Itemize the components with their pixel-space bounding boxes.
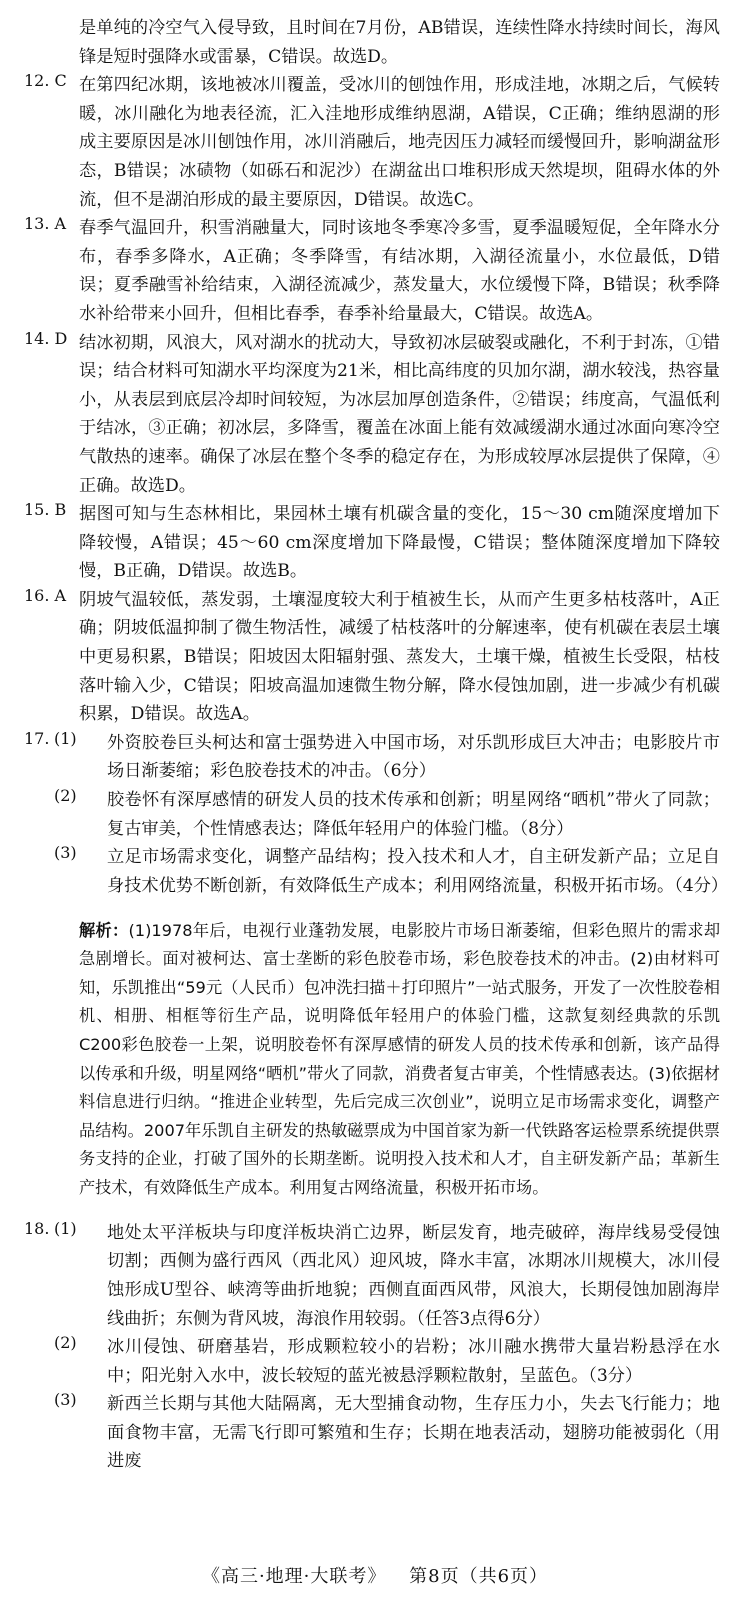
item-number: 12. C xyxy=(24,71,67,91)
answer-item-18 xyxy=(24,1219,720,1476)
sub-answer-3 xyxy=(54,843,729,900)
sub-number: (1) xyxy=(54,1218,77,1238)
item-number: 13. A xyxy=(24,214,67,234)
sub-number: (3) xyxy=(54,1390,77,1410)
footer-title: 《高三·地理·大联考》 xyxy=(201,1566,387,1587)
item-number: 14. D xyxy=(24,328,68,348)
item-text: 春季气温回升，积雪消融量大，同时该地冬季寒冷多雪，夏季温暖短促，全年降水分布，春季多降水，A正确；冬季降雪，有结冰期，入湖径流量小，水位最低，D错误；夏季融雪补给结束，入湖径流减少，蒸发量大，水位缓慢下降，B错误；秋季降水补给带来小回升，但相比春季，春季补给量最大，C错误。故选A。 xyxy=(79,218,720,324)
item-text: 据图可知与生态林相比，果园林土壤有机碳含量的变化，15～30 cm随深度增加下降较慢，A错误；45～60 cm深度增加下降最慢，C错误；整体随深度增加下降较慢，B正确，D错误。故选B。 xyxy=(79,504,720,582)
sub-text: 立足市场需求变化，调整产品结构；投入技术和人才，自主研发新产品；立足自身技术优势不断创新，有效降低生产成本；利用网络流量，积极开拓市场。（4分） xyxy=(107,847,729,896)
sub-answer-2 xyxy=(54,1333,720,1390)
answer-item-13 xyxy=(24,214,720,328)
analysis-text: (1)1978年后，电视行业蓬勃发展，电影胶片市场日渐萎缩，但彩色照片的需求却急剧增长。面对被柯达、富士垄断的彩色胶卷市场，彩色胶卷技术的冲击。(2)由材料可知，乐凯推出“59元（人民币）包冲洗扫描＋打印照片”一站式服务，开发了一次性胶卷相机、相册、相框等衍生产品，说明降低年轻用户的体验门槛，这款复刻经典款的乐凯C200彩色胶卷一上架，说明胶卷怀有深厚感情的研发人员的技术传承和创新，该产品得以传承和升级，明星网络“晒机”带火了同款，消费者复古审美，个性情感表达。(3)依据材料信息进行归纳。“推进企业转型，先后完成三次创业”，说明立足市场需求变化，调整产品结构。2007年乐凯自主研发的热敏磁票成为中国首家为新一代铁路客运检票系统提供票务支持的企业，打破了国外的长期垄断。说明投入技术和人才，自主研发新产品；革新生产技术，有效降低生产成本。利用复古网络流量，积极开拓市场。 xyxy=(79,920,721,1197)
sub-text: 外资胶卷巨头柯达和富士强势进入中国市场，对乐凯形成巨大冲击；电影胶片市场日渐萎缩；彩色胶卷技术的冲击。（6分） xyxy=(107,732,720,782)
footer-page-number: 第8页（共6页） xyxy=(409,1566,549,1587)
sub-answer-3 xyxy=(54,1390,720,1476)
sub-text: 胶卷怀有深厚感情的研发人员的技术传承和创新；明星网络“晒机”带火了同款；复古审美，个性情感表达；降低年轻用户的体验门槛。（8分） xyxy=(107,790,720,839)
item-number: 16. A xyxy=(24,585,67,605)
item-text: 阴坡气温较低，蒸发弱，土壤湿度较大利于植被生长，从而产生更多枯枝落叶，A正确；阴坡低温抑制了微生物活性，减缓了枯枝落叶的分解速率，使有机碳在表层土壤中更易积累，B错误；阳坡因太阳辐射强、蒸发大，土壤干燥，植被生长受限，枯枝落叶输入少，C错误；阳坡高温加速微生物分解，降水侵蚀加剧，进一步减少有机碳积累，D错误。故选A。 xyxy=(79,589,720,725)
answer-item-15 xyxy=(24,500,720,586)
answer-item-12 xyxy=(24,71,720,214)
sub-number: (1) xyxy=(54,728,77,748)
sub-number: (2) xyxy=(54,786,77,806)
item-number: 15. B xyxy=(24,500,67,520)
sub-number: (2) xyxy=(54,1333,77,1353)
sub-text: 新西兰长期与其他大陆隔离，无大型捕食动物，生存压力小，失去飞行能力；地面食物丰富，无需飞行即可繁殖和生存；长期在地表活动，翅膀功能被弱化（用进废 xyxy=(107,1394,720,1472)
continuation-text: 是单纯的冷空气入侵导致，且时间在7月份，AB错误，连续性降水持续时间长，海风锋是短时强降水或雷暴，C错误。故选D。 xyxy=(79,18,720,67)
item-number: 18. xyxy=(24,1218,50,1238)
sub-text: 地处太平洋板块与印度洋板块消亡边界，断层发育，地壳破碎，海岸线易受侵蚀切割；西侧为盛行西风（西北风）迎风坡，降水丰富，冰期冰川规模大，冰川侵蚀形成U型谷、峡湾等曲折地貌；西侧直面西风带，风浪大，长期侵蚀加剧海岸线曲折；东侧为背风坡，海浪作用较弱。（任答3点得6分） xyxy=(107,1222,720,1329)
answer-item-16 xyxy=(24,586,720,729)
analysis-label: 解析： xyxy=(79,920,129,940)
item-text: 在第四纪冰期，该地被冰川覆盖，受冰川的刨蚀作用，形成洼地，冰期之后，气候转暖，冰川融化为地表径流，汇入洼地形成维纳恩湖，A错误，C正确；维纳恩湖的形成主要原因是冰川刨蚀作用，冰川消融后，地壳因压力减轻而缓慢回升，影响湖盆形态，B错误；冰碛物（如砾石和泥沙）在湖盆出口堆积形成天然堤坝，阻碍水体的外流，但不是湖泊形成的最主要原因，D错误。故选C。 xyxy=(79,75,720,210)
sub-text: 冰川侵蚀、研磨基岩，形成颗粒较小的岩粉；冰川融水携带大量岩粉悬浮在水中；阳光射入水中，波长较短的蓝光被悬浮颗粒散射，呈蓝色。（3分） xyxy=(107,1337,720,1386)
analysis-block xyxy=(49,917,720,1203)
answer-item-14 xyxy=(24,329,720,501)
answer-item-17 xyxy=(24,728,729,1203)
page-footer xyxy=(0,1562,750,1588)
sub-answer-1 xyxy=(54,729,720,786)
sub-answer-1 xyxy=(54,1219,720,1333)
item-number: 17. xyxy=(24,728,50,748)
sub-answer-2 xyxy=(54,786,720,843)
item-text: 结冰初期，风浪大，风对湖水的扰动大，导致初冰层破裂或融化，不利于封冻，①错误；结合材料可知湖水平均深度为21米，相比高纬度的贝加尔湖，湖水较浅，热容量小，从表层到底层冷却时间较短，为冰层加厚创造条件，②错误；纬度高，气温低利于结冰，③正确；初冰层，多降雪，覆盖在冰面上能有效减缓湖水通过冰面向寒冷空气散热的速率。确保了冰层在整个冬季的稳定存在，为形成较厚冰层提供了保障，④正确。故选D。 xyxy=(79,332,720,496)
sub-number: (3) xyxy=(54,843,77,863)
